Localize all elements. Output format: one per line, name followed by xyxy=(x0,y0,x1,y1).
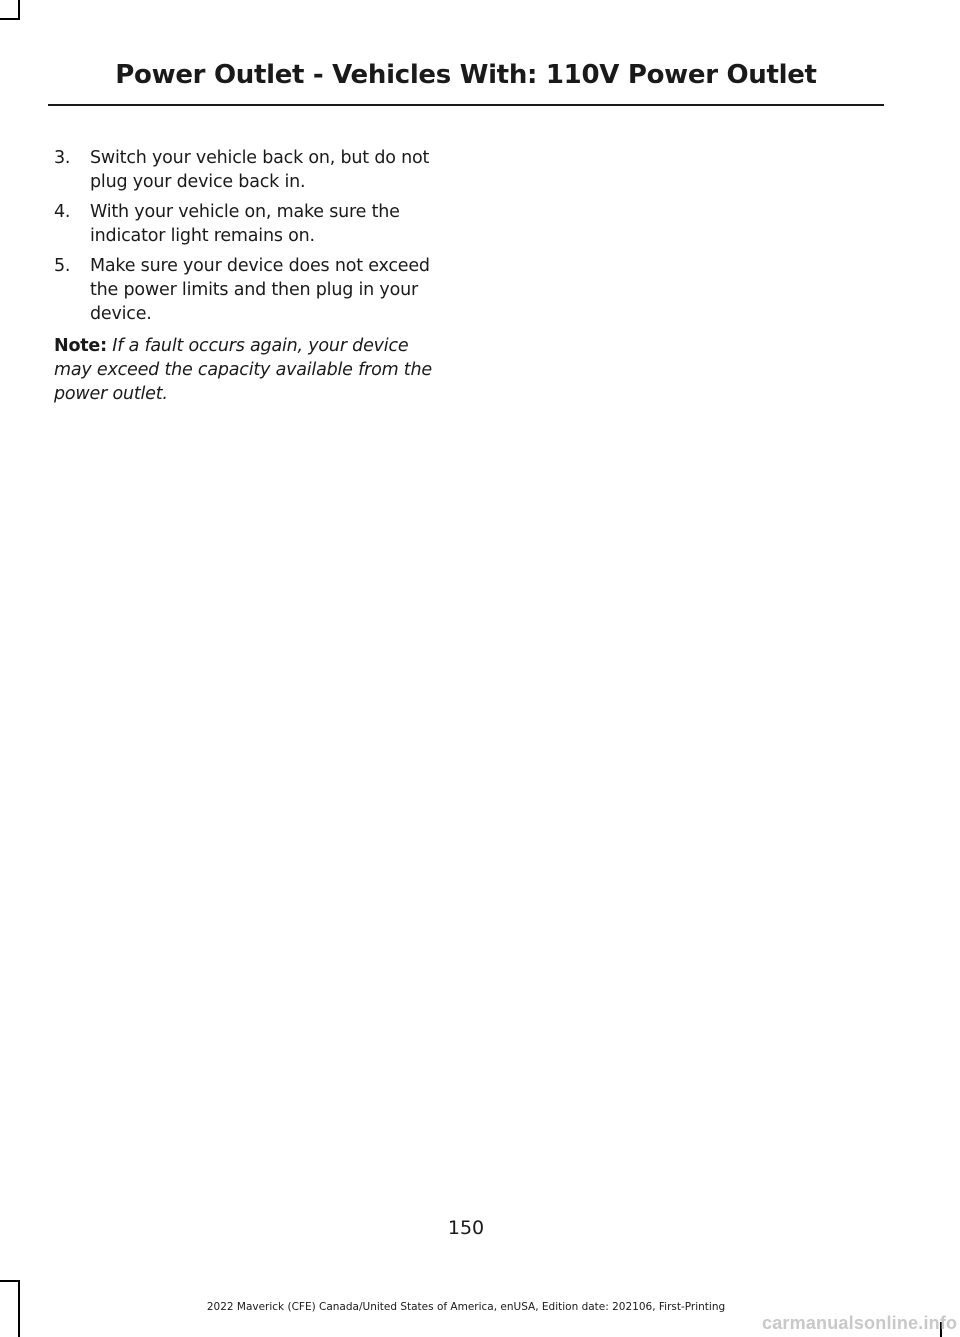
page-header xyxy=(48,60,884,90)
note-label: Note: xyxy=(54,336,107,356)
list-item xyxy=(54,200,450,248)
crop-mark xyxy=(0,18,20,20)
procedure-steps xyxy=(54,146,450,326)
note xyxy=(54,334,450,406)
edition-footer: 2022 Maverick (CFE) Canada/United States of America, enUSA, Edition date: 202106, First-Printing xyxy=(206,1301,726,1313)
step-text: Switch your vehicle back on, but do not plug your device back in. xyxy=(90,148,430,192)
note-text: If a fault occurs again, your device may exceed the capacity available from the power outlet. xyxy=(54,336,432,404)
page-number: 150 xyxy=(447,1217,485,1239)
step-number: 5. xyxy=(54,256,71,276)
header-divider xyxy=(48,104,884,106)
step-text: Make sure your device does not exceed the power limits and then plug in your device. xyxy=(90,256,430,324)
main-content xyxy=(54,146,450,424)
page-title: Power Outlet - Vehicles With: 110V Power Outlet xyxy=(115,60,817,90)
step-text: With your vehicle on, make sure the indicator light remains on. xyxy=(90,202,400,246)
step-number: 4. xyxy=(54,202,71,222)
crop-mark xyxy=(18,0,20,20)
list-item xyxy=(54,254,450,326)
list-item xyxy=(54,146,450,194)
step-number: 3. xyxy=(54,148,71,168)
watermark: carmanualsonline.info xyxy=(762,1313,958,1333)
crop-mark xyxy=(0,1280,20,1282)
